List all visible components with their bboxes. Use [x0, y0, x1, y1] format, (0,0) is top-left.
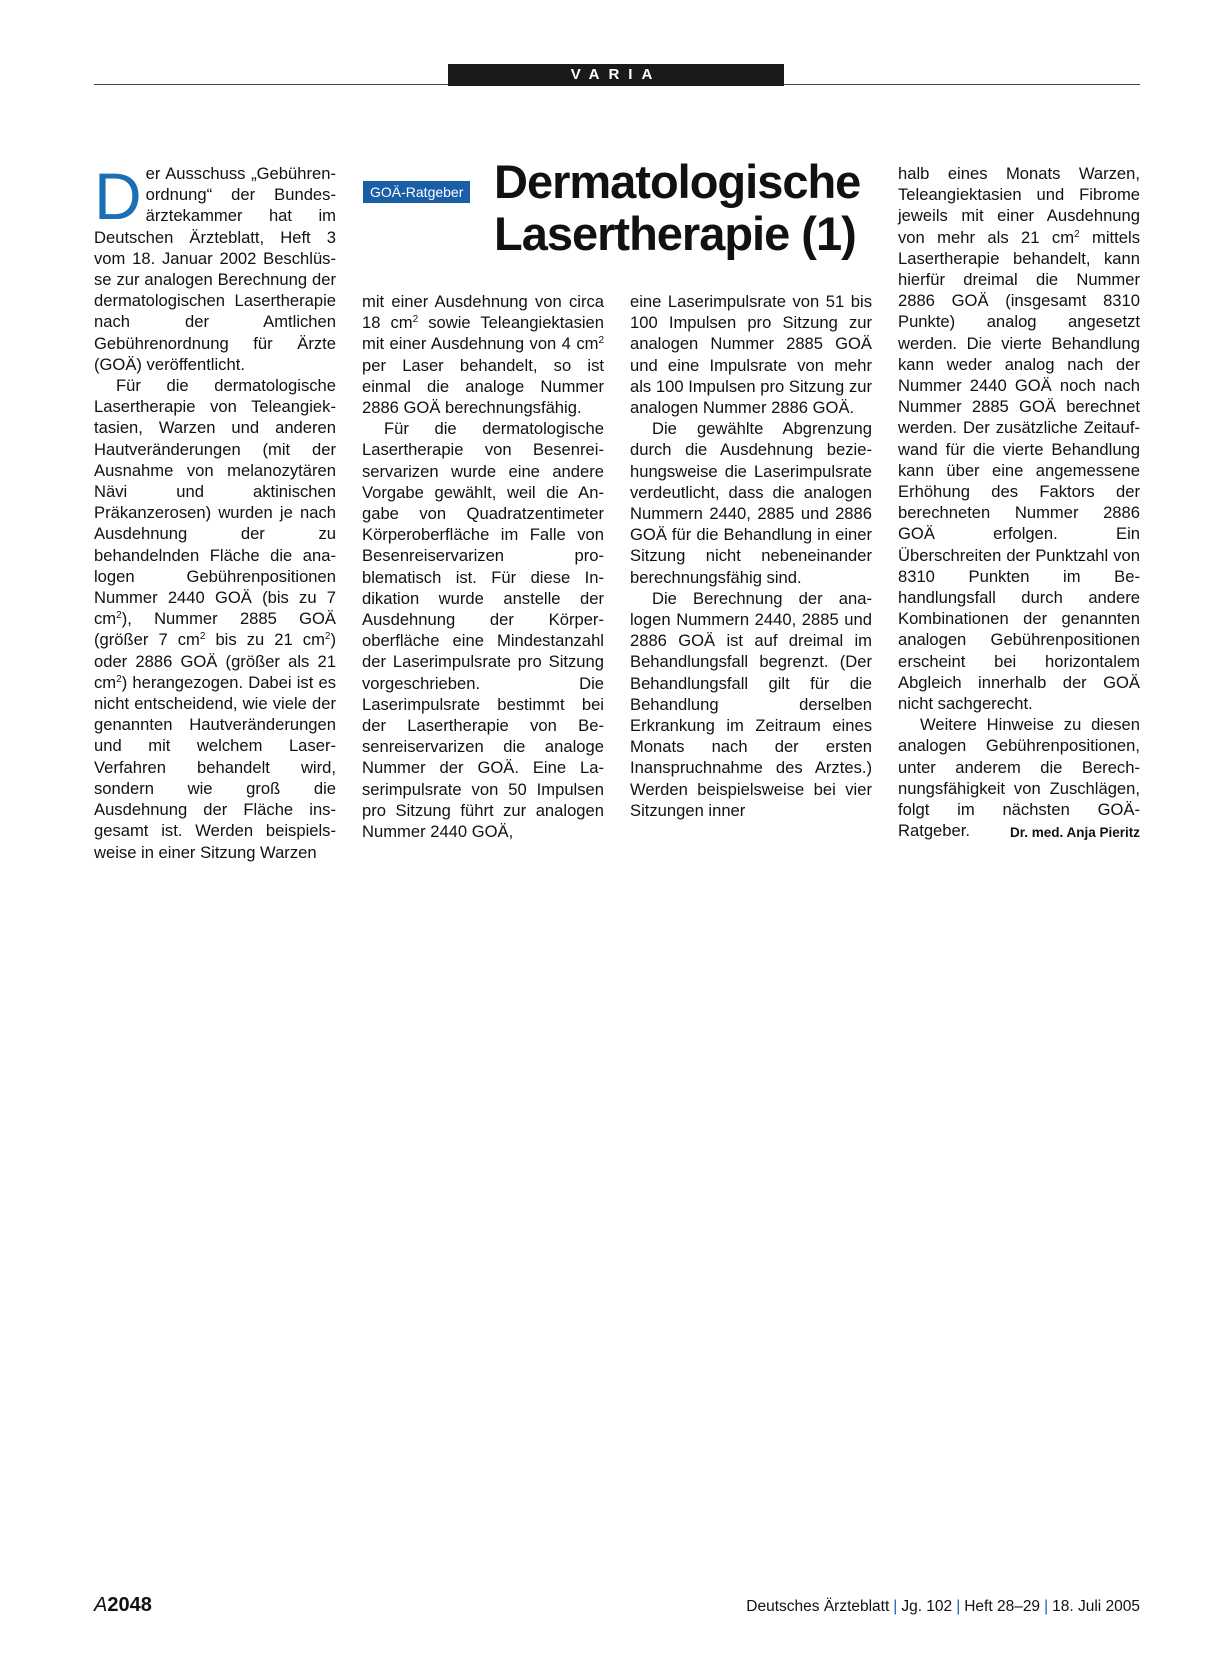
- journal-name: Deutsches Ärzteblatt: [746, 1598, 890, 1615]
- separator: |: [1044, 1598, 1049, 1615]
- separator: |: [893, 1598, 898, 1615]
- article-title: [494, 156, 874, 260]
- paragraph: Für die dermatologische Lasertherapie von Besenreiservarizen wurde eine andere Vorgabe gewählt, weil die Angabe von Quadratzentimeter Körperoberfläche im Falle von Besenreiservarizen problematisch ist. Für diese Indikation wurde anstelle der Ausdehnung der Körperoberfläche eine Mindestanzahl der Laserimpulsrate pro Sitzung vorgeschrieben. Die Laserimpulsrate bestimmt bei der Lasertherapie von Besenreiservarizen die analoge Nummer der GOÄ. Eine Laserimpulsrate von 50 Impulsen pro Sitzung führt zur analogen Nummer 2440 GOÄ,: [362, 419, 604, 842]
- journal-footer: [746, 1598, 1140, 1616]
- paragraph: Der Ausschuss „Gebührenordnung“ der Bundesärztekammer hat im Deutschen Ärzteblatt, Heft 3 vom 18. Januar 2002 Beschlüsse zur analogen Berechnung der dermatologischen Lasertherapie nach der Amtlichen Gebührenordnung für Ärzte (GOÄ) veröffentlicht.: [94, 159, 336, 374]
- text-column-4: [898, 163, 1140, 844]
- title-line-2: Lasertherapie (1): [494, 207, 856, 260]
- journal-issue: Heft 28–29: [964, 1598, 1041, 1615]
- paragraph: eine Laserimpulsrate von 51 bis 100 Impulsen pro Sitzung zur analogen Nummer 2885 GOÄ und eine Impulsrate von mehr als 100 Impulsen pro Sitzung zur analogen Nummer 2886 GOÄ.: [630, 292, 872, 418]
- category-badge: GOÄ-Ratgeber: [363, 181, 470, 203]
- author-byline: Dr. med. Anja Pieritz: [1009, 825, 1140, 841]
- section-label: VARIA: [448, 64, 784, 86]
- paragraph: mit einer Ausdehnung von circa 18 $cm^2$ sowie Teleangiektasien mit einer Ausdehnung von 4 $cm^2$ per Laser behandelt, so ist einmal die analoge Nummer 2886 GOÄ berechnungsfähig.: [362, 292, 605, 418]
- page-number-value: 2048: [107, 1594, 152, 1616]
- paragraph: halb eines Monats Warzen, Teleangiektasien und Fibrome jeweils mit einer Ausdehnung von mehr als 21 $cm^2$ mittels Lasertherapie behandelt, kann hierfür dreimal die Nummer 2886 GOÄ (insgesamt 8310 Punkte) analog angesetzt werden. Die vierte Behandlung kann weder analog nach der Nummer 2440 GOÄ noch nach Nummer 2885 GOÄ berechnet werden. Der zusätzliche Zeitaufwand für die vierte Behandlung kann über eine angemessene Erhöhung des Faktors der berechneten Nummer 2886 GOÄ erfolgen. Ein Überschreiten der Punktzahl von 8310 Punkten im Behandlungsfall durch andere Kombinationen der genannten analogen Gebührenpositionen erscheint bei horizontalem Abgleich innerhalb der GOÄ nicht sachgerecht.: [898, 164, 1140, 714]
- separator: |: [956, 1598, 961, 1615]
- page-number: [94, 1594, 152, 1617]
- journal-date: 18. Juli 2005: [1052, 1598, 1140, 1615]
- drop-cap: D: [94, 159, 142, 233]
- paragraph: Die Berechnung der analogen Nummern 2440, 2885 und 2886 GOÄ ist auf dreimal im Behandlungsfall begrenzt. (Der Behandlungsfall gilt für die Behandlung derselben Erkrankung im Zeitraum eines Monats nach der ersten Inanspruchnahme des Arztes.) Werden beispielsweise bei vier Sitzungen inner: [630, 588, 872, 820]
- page-prefix: A: [94, 1594, 108, 1616]
- text-column-1: [94, 159, 336, 863]
- journal-volume: Jg. 102: [901, 1598, 953, 1615]
- paragraph: Für die dermatologische Lasertherapie von Teleangiektasien, Warzen und anderen Hautveränderungen (mit der Ausnahme von melanozytären Nävi und aktinischen Präkanzerosen) wurden je nach Ausdehnung der zu behandelnden Fläche die analogen Gebührenpositionen Nummer 2440 GOÄ (bis zu 7 $cm^2$), Nummer 2885 GOÄ (größer 7 $cm^2$ bis zu 21 $cm^2$) oder 2886 GOÄ (größer als 21 $cm^2$) herangezogen. Dabei ist es nicht entscheidend, wie viele der genannten Hautveränderungen und mit welchem Laser-Verfahren behandelt wird, sondern wie groß die Ausdehnung der Fläche insgesamt ist. Werden beispielsweise in einer Sitzung Warzen: [94, 376, 336, 862]
- paragraph: Die gewählte Abgrenzung durch die Ausdehnung beziehungsweise die Laserimpulsrate verdeutlicht, dass die analogen Nummern 2440, 2885 und 2886 GOÄ für die Behandlung in einer Sitzung nicht nebeneinander berechnungsfähig sind.: [630, 419, 872, 587]
- title-line-1: Dermatologische: [494, 155, 861, 208]
- paragraph: Weitere Hinweise zu diesen analogen Gebührenpositionen, unter anderem die Berechnungsfähigkeit von Zuschlägen, folgt im nächsten GOÄ-Ratgeber. Dr. med. Anja Pieritz: [898, 714, 1140, 841]
- text-column-2: [362, 291, 604, 842]
- text-column-3: [630, 291, 872, 821]
